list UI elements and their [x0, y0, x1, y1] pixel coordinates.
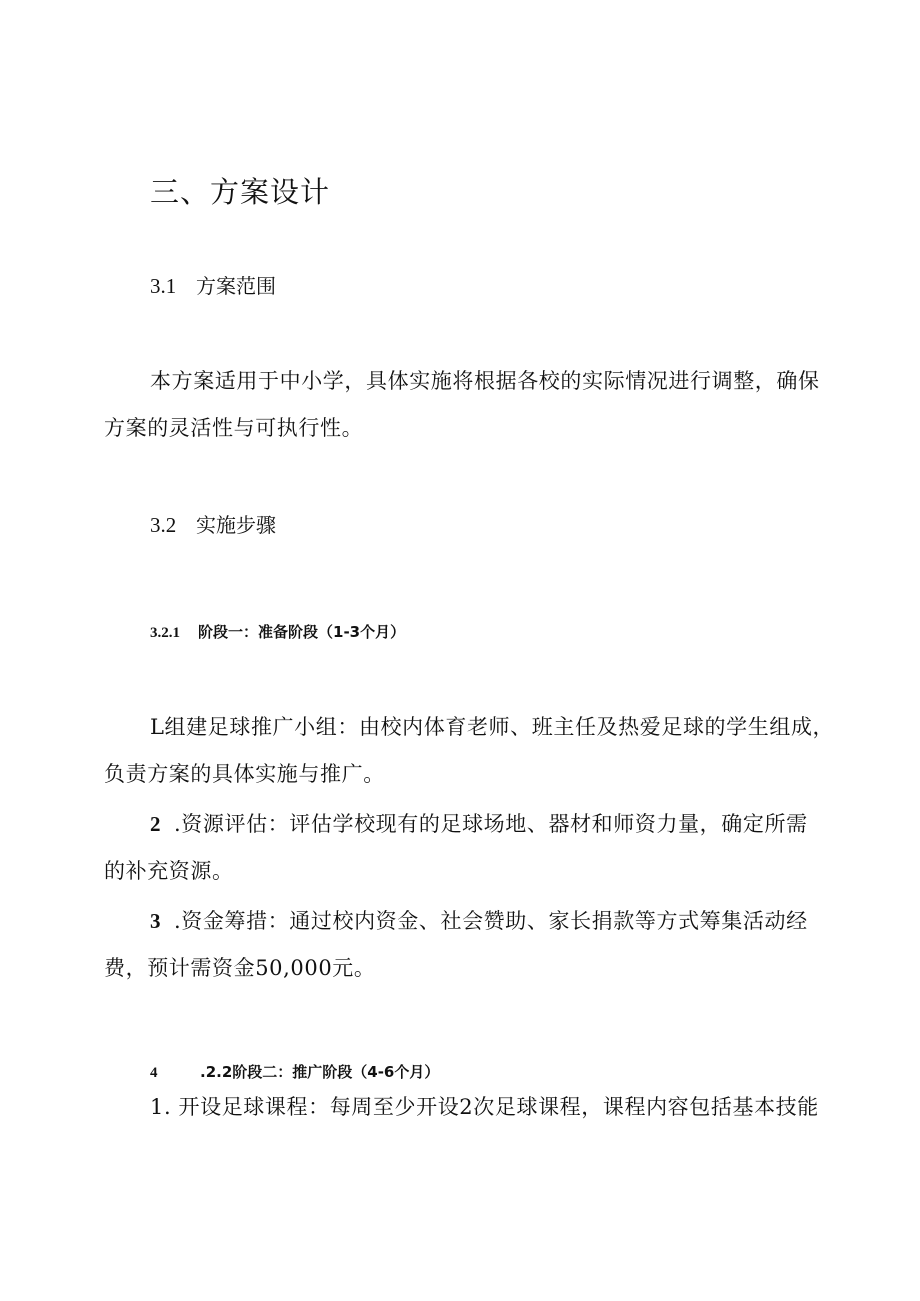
section-heading-3: 三、方案设计 [150, 175, 331, 209]
subsubsection-number: 4 [150, 1065, 158, 1081]
list-item-number: 2 [150, 812, 162, 836]
list-item-line: L组建足球推广小组：由校内体育老师、班主任及热爱足球的学生组成， [150, 715, 835, 739]
subsection-number: 3.2 [150, 513, 177, 537]
list-item-text: .资金筹措：通过校内资金、社会赞助、家长捐款等方式筹集活动经 [174, 909, 808, 933]
subsubsection-number: 3.2.1 [150, 625, 180, 641]
subsection-number: 3.1 [150, 274, 177, 298]
list-item-line: 负责方案的具体实施与推广。 [104, 762, 385, 786]
list-item-line [150, 905, 808, 935]
list-item-line: 的补充资源。 [104, 859, 234, 883]
subsection-heading-3-2 [150, 509, 276, 538]
list-item-line: 费，预计需资金50,000元。 [104, 956, 376, 980]
paragraph-line: 方案的灵活性与可执行性。 [104, 416, 364, 440]
subsection-title: 方案范围 [196, 274, 276, 298]
list-item-number: 3 [150, 909, 162, 933]
list-item-line: 1. 开设足球课程：每周至少开设2次足球课程，课程内容包括基本技能 [150, 1095, 819, 1119]
subsubsection-heading-3-2-2 [150, 1061, 439, 1082]
paragraph-line: 本方案适用于中小学，具体实施将根据各校的实际情况进行调整，确保 [150, 369, 820, 393]
list-item-line [150, 808, 808, 838]
list-item-text: .资源评估：评估学校现有的足球场地、器材和师资力量，确定所需 [174, 812, 808, 836]
subsubsection-heading-3-2-1 [150, 621, 405, 642]
subsection-heading-3-1 [150, 270, 276, 299]
subsection-title: 实施步骤 [196, 513, 276, 537]
subsubsection-title: .2.2阶段二：推广阶段（4-6个月） [200, 1063, 440, 1081]
subsubsection-title: 阶段一：准备阶段（1-3个月） [198, 623, 406, 641]
